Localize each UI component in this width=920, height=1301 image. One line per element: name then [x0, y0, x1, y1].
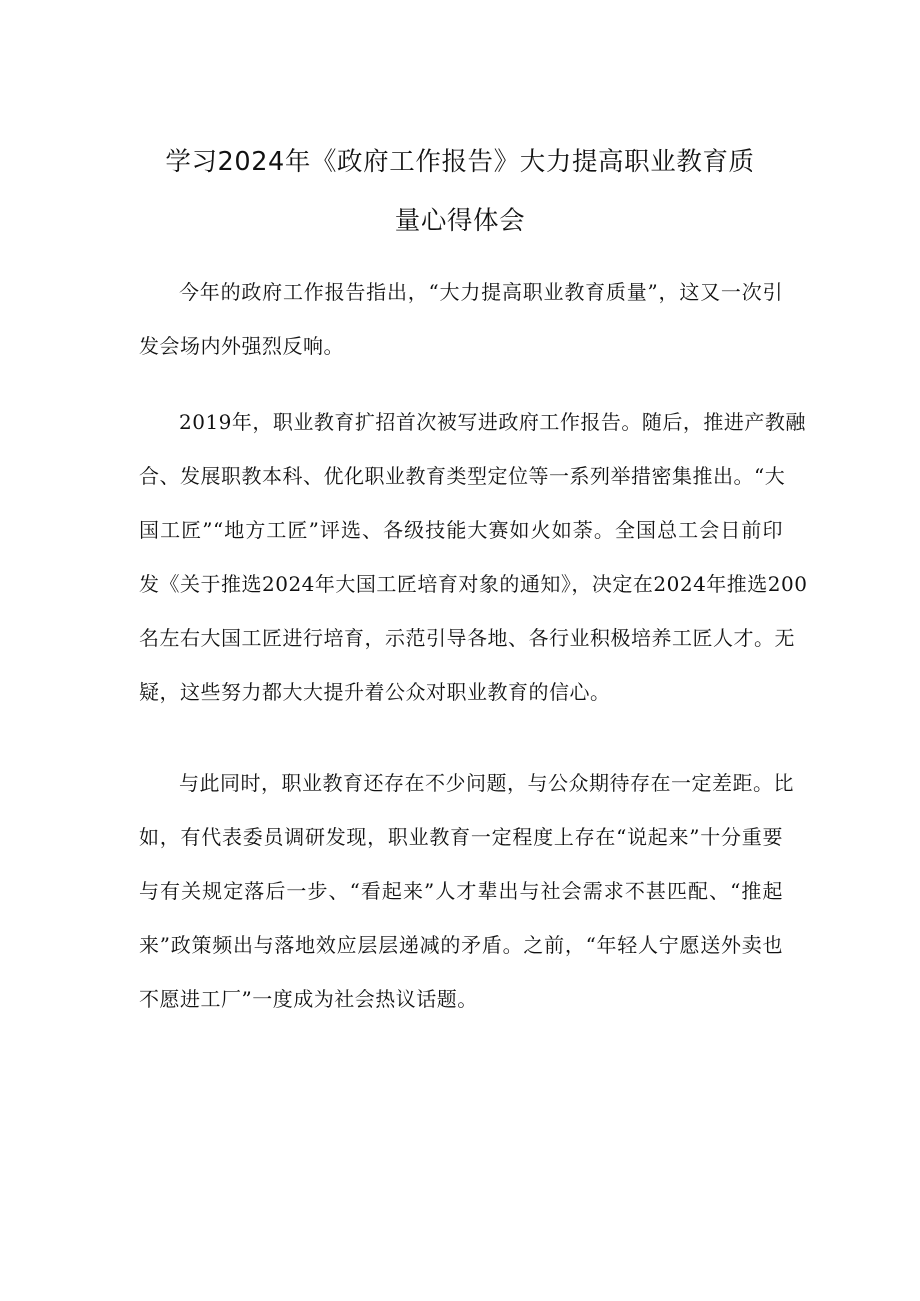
paragraph-line: 国工匠”“地方工匠”评选、各级技能大赛如火如荼。全国总工会日前印: [139, 518, 783, 542]
paragraph-3: [139, 756, 794, 1026]
title-line: 学习2024年《政府工作报告》大力提高职业教育质: [165, 147, 755, 177]
paragraph-line: 发《关于推选2024年大国工匠培育对象的通知》，决定在2024年推选200: [139, 572, 808, 596]
paragraph-1: [139, 265, 783, 373]
paragraph-line: 来”政策频出与落地效应层层递减的矛盾。之前，“年轻人宁愿送外卖也: [139, 933, 783, 957]
paragraph-line: 合、发展职教本科、优化职业教育类型定位等一系列举措密集推出。“大: [139, 464, 786, 488]
paragraph-line: 与有关规定落后一步、“看起来”人才辈出与社会需求不甚匹配、“推起: [139, 879, 783, 903]
title-line: 量心得体会: [394, 206, 526, 236]
paragraph-line: 疑，这些努力都大大提升着公众对职业教育的信心。: [139, 680, 611, 704]
paragraph-line: 2019年，职业教育扩招首次被写进政府工作报告。随后，推进产教融: [179, 410, 806, 434]
paragraph-line: 发会场内外强烈反响。: [139, 334, 344, 358]
paragraph-line: 如，有代表委员调研发现，职业教育一定程度上存在“说起来”十分重要: [139, 825, 783, 849]
paragraph-line: 不愿进工厂”一度成为社会热议话题。: [139, 987, 478, 1011]
paragraph-line: 名左右大国工匠进行培育，示范引导各地、各行业积极培养工匠人才。无: [139, 626, 795, 650]
document-title: [138, 133, 782, 251]
paragraph-2: [139, 395, 808, 719]
paragraph-line: 今年的政府工作报告指出，“大力提高职业教育质量”，这又一次引: [179, 280, 783, 304]
paragraph-line: 与此同时，职业教育还存在不少问题，与公众期待存在一定差距。比: [179, 771, 794, 795]
